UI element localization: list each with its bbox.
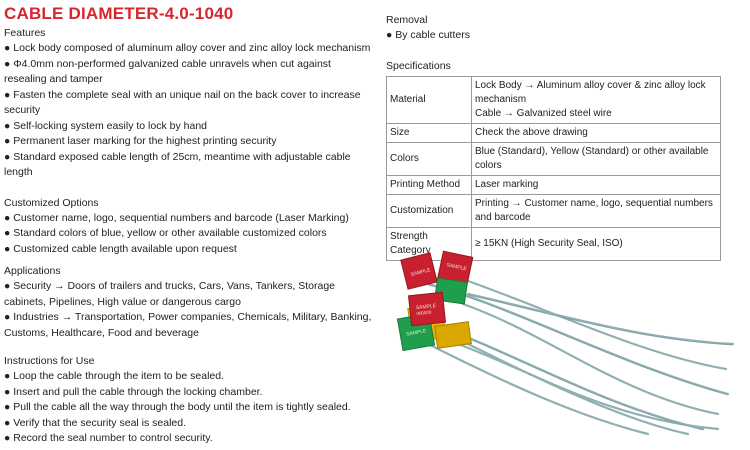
list-item: ● Standard colors of blue, yellow or other available customized colors [4,227,327,239]
specifications-table [386,76,721,261]
tag-text: SAMPLE [410,267,432,279]
spec-value: ≥ 15KN (High Security Seal, ISO) [472,227,721,260]
page-title: CABLE DIAMETER-4.0-1040 [4,4,234,23]
spec-value: Blue (Standard), Yellow (Standard) or other available colors [472,142,721,175]
list-item: ● Standard exposed cable length of 25cm, meantime with adjustable cable length [4,150,351,178]
customized-heading: Customized Options [4,196,99,209]
list-item: ● Lock body composed of aluminum alloy cover and zinc alloy lock mechanism [4,42,371,54]
spec-key: Size [387,123,472,142]
tag-text: SAMPLE [415,303,437,312]
table-row [387,123,721,142]
list-item: ● Pull the cable all the way through the body until the item is tightly sealed. [4,401,351,413]
features-heading: Features [4,27,46,39]
list-item: ● Customer name, logo, sequential numbers and barcode (Laser Marking) [4,211,349,224]
list-item: ● Self-locking system easily to lock by hand [4,119,208,132]
tag-text: 000000 [416,309,432,317]
spec-value-line: Lock Body → Aluminum alloy cover & zinc alloy lock mechanism [475,79,706,105]
list-item: ● Φ4.0mm non-performed galvanized cable unravels when cut against resealing and tamper [4,57,331,85]
spec-key: Customization [387,194,472,227]
spec-value [472,76,721,123]
list-item: ● Security → Doors of trailers and trucks, Cars, Vans, Tankers, Storage cabinets, Pipelines, High value or dangerous cargo [4,280,335,308]
spec-value: Printing → Customer name, logo, sequential numbers and barcode [472,194,721,227]
list-item: ● Verify that the security seal is sealed. [4,416,187,429]
applications-list [4,279,376,341]
tag-text: SAMPLE [445,262,468,273]
table-row [387,175,721,194]
applications-heading: Applications [4,265,61,277]
left-column [4,4,376,447]
spec-key: Material [387,76,472,123]
tag-text: SAMPLE [405,328,427,338]
spec-value: Check the above drawing [472,123,721,142]
spec-value-line: Cable → Galvanized steel wire [475,107,612,119]
spec-key: Colors [387,142,472,175]
table-row [387,76,721,123]
spec-key: Printing Method [387,175,472,194]
list-item: ● Industries → Transportation, Power companies, Chemicals, Military, Banking, Customs, Healthcare, Food and beverage [4,311,372,339]
list-item: ● Record the seal number to control security. [4,432,213,444]
spec-key: Strength Category [387,227,472,260]
instructions-list [4,369,376,447]
spec-value: Laser marking [472,175,721,194]
list-item: ● Customized cable length available upon request [4,242,237,255]
product-photo [388,244,738,440]
table-row [387,194,721,227]
list-item: ● Permanent laser marking for the highest printing security [4,135,277,147]
list-item: ● Insert and pull the cable through the locking chamber. [4,385,263,398]
removal-heading: Removal [386,14,428,26]
instructions-heading: Instructions for Use [4,355,95,367]
specifications-heading: Specifications [386,59,451,72]
list-item: ● By cable cutters [386,29,470,41]
right-column [386,14,722,261]
customized-list [4,211,376,258]
list-item: ● Fasten the complete seal with an unique nail on the back cover to increase security [4,88,361,116]
list-item: ● Loop the cable through the item to be sealed. [4,370,224,382]
features-list [4,41,376,181]
table-row [387,142,721,175]
